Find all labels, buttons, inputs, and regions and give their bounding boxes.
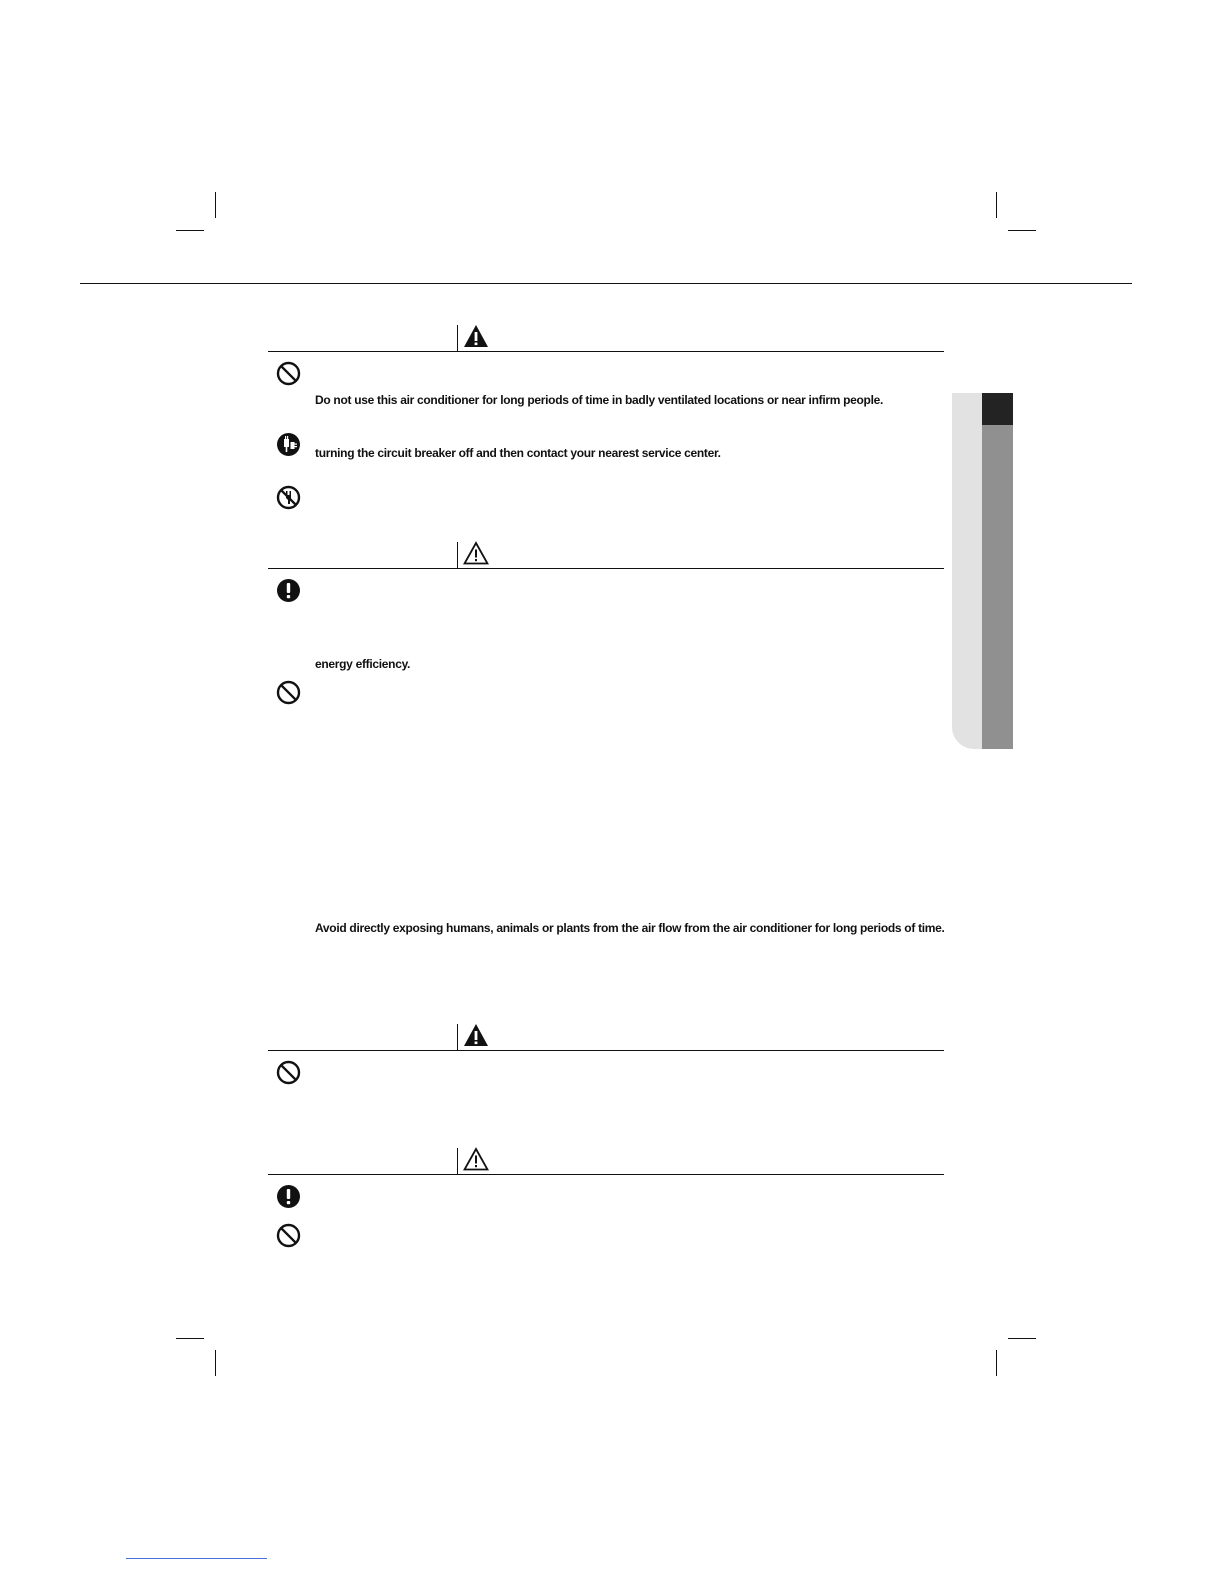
crop-mark [215, 1350, 216, 1376]
prohibited-icon [276, 1060, 301, 1085]
section-rule [268, 1050, 944, 1051]
crop-mark [1008, 1338, 1036, 1339]
item-text: Avoid directly exposing humans, animals or plants from the air flow from the air conditioner for long periods of time. [315, 921, 945, 935]
chapter-tab-band [982, 425, 1013, 749]
caution-triangle-outline-icon [463, 1147, 489, 1171]
crop-mark [215, 192, 216, 218]
section-divider-tick [457, 542, 458, 569]
section-divider-tick [457, 1024, 458, 1051]
link-underline[interactable] [126, 1558, 267, 1559]
item-text: Do not use this air conditioner for long periods of time in badly ventilated locations or near infirm people. [315, 393, 884, 407]
warning-triangle-filled-icon [463, 324, 489, 348]
prohibited-icon [276, 361, 301, 386]
section-divider-tick [457, 325, 458, 352]
crop-mark [996, 1350, 997, 1376]
no-disassemble-icon [276, 485, 301, 510]
section-divider-tick [457, 1148, 458, 1175]
chapter-tab [952, 393, 982, 749]
crop-mark [996, 192, 997, 218]
section-rule [268, 1174, 944, 1175]
section-rule [268, 568, 944, 569]
crop-mark [176, 230, 204, 231]
item-text: turning the circuit breaker off and then contact your nearest service center. [315, 446, 721, 460]
crop-mark [176, 1338, 204, 1339]
warning-triangle-filled-icon [463, 1023, 489, 1047]
prohibited-icon [276, 680, 301, 705]
mandatory-exclamation-icon [276, 578, 301, 603]
crop-mark [1008, 230, 1036, 231]
unplug-icon [276, 432, 301, 457]
chapter-tab-marker [982, 393, 1013, 425]
caution-triangle-outline-icon [463, 541, 489, 565]
mandatory-exclamation-icon [276, 1184, 301, 1209]
header-rule [80, 283, 1132, 284]
prohibited-icon [276, 1223, 301, 1248]
item-text: energy efficiency. [315, 657, 411, 671]
section-rule [268, 351, 944, 352]
